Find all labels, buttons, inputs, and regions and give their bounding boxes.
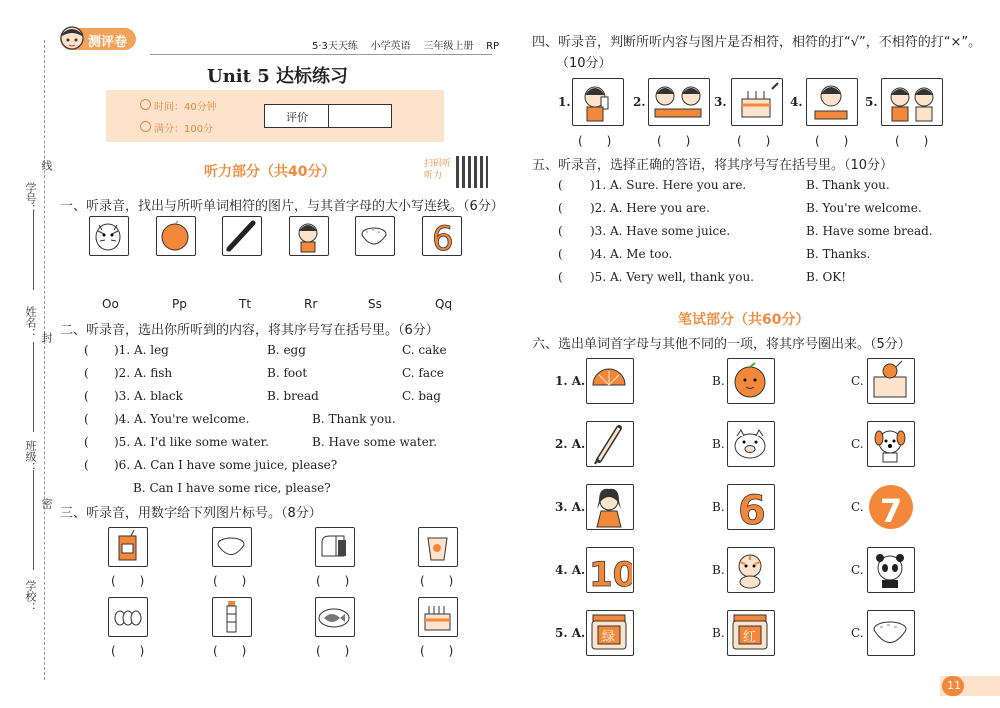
s4-blank-2[interactable]: ( ) xyxy=(657,134,691,148)
qr-code[interactable] xyxy=(456,156,488,188)
s4-blank-1[interactable]: ( ) xyxy=(578,134,612,148)
page-number: 11 xyxy=(947,679,961,692)
number-seven-icon[interactable] xyxy=(867,484,915,530)
s2-open-5: ( xyxy=(84,435,89,449)
s6-row5-c: C. xyxy=(851,626,864,640)
s4-num-2: 2. xyxy=(633,95,646,109)
header-grade: 三年级上册 xyxy=(423,41,474,52)
s3-blank-8[interactable]: ( ) xyxy=(420,644,454,658)
cup-icon xyxy=(418,527,458,567)
s6-row2-a: 2. A. xyxy=(555,437,586,451)
tiger-icon xyxy=(89,216,129,256)
qr-label: 扫码听听力 xyxy=(424,159,452,181)
evaluation-label: 评价 xyxy=(286,111,308,124)
section-4-title: 四、听录音，判断所听内容与图片是否相符，相符的打“√”，不相符的打“×”。 xyxy=(532,35,982,50)
s6-row1-c: C. xyxy=(851,374,864,388)
green-char: 绿 xyxy=(602,630,616,645)
s5-q5-b: B. OK! xyxy=(806,270,847,284)
s2-open-1: ( xyxy=(84,343,89,357)
letter-tt: Tt xyxy=(239,297,252,311)
page-title: Unit 5 达标练习 xyxy=(207,66,348,87)
s2-open-6: ( xyxy=(84,458,89,472)
side-label-class: 班级： xyxy=(24,440,37,473)
s6-row1-b: B. xyxy=(712,374,725,388)
side-label-school: 学校： xyxy=(24,580,37,613)
rice-bowl-icon-2 xyxy=(212,527,252,567)
header-edition: RP xyxy=(486,41,500,52)
s3-blank-2[interactable]: ( ) xyxy=(213,574,247,588)
score-text: 满分：100分 xyxy=(154,124,214,135)
s2-q3-a: )3. A. black xyxy=(114,389,183,403)
girl-drinking-icon xyxy=(572,78,624,126)
s6-row5-b: B. xyxy=(712,626,725,640)
s2-q5-a: )5. A. I'd like some water. xyxy=(114,435,269,449)
orange-fruit-icon[interactable] xyxy=(727,358,775,404)
letter-rr: Rr xyxy=(304,297,318,311)
juice-box-icon xyxy=(108,527,148,567)
s2-q3-c: C. bag xyxy=(402,389,441,403)
s5-q4-a: )4. A. Me too. xyxy=(590,247,673,261)
s6-row5-a: 5. A. xyxy=(555,626,586,640)
water-bottle-icon xyxy=(212,597,252,637)
check-icon xyxy=(140,121,151,132)
s2-q3-b: B. bread xyxy=(267,389,319,403)
header-subject: 小学英语 xyxy=(370,41,411,52)
juice-box-icon-2[interactable] xyxy=(867,358,915,404)
s2-q1-a: )1. A. leg xyxy=(114,343,169,357)
girl-eating-icon xyxy=(806,78,858,126)
s5-q3-b: B. Have some bread. xyxy=(806,224,933,238)
s5-q4-b: B. Thanks. xyxy=(806,247,871,261)
s5-open-4: ( xyxy=(558,247,563,261)
letter-oo: Oo xyxy=(102,297,119,311)
s3-blank-4[interactable]: ( ) xyxy=(420,574,454,588)
s4-num-3: 3. xyxy=(714,95,727,109)
s4-blank-4[interactable]: ( ) xyxy=(815,134,849,148)
dog-icon[interactable] xyxy=(867,421,915,467)
tiger-icon-2[interactable] xyxy=(727,547,775,593)
number-ten-icon[interactable] xyxy=(586,547,634,593)
green-jar-icon[interactable] xyxy=(586,610,634,656)
pen-icon-2[interactable] xyxy=(586,421,634,467)
s3-blank-7[interactable]: ( ) xyxy=(316,644,350,658)
panda-icon[interactable] xyxy=(867,547,915,593)
s5-open-5: ( xyxy=(558,270,563,284)
svg-text:7: 7 xyxy=(880,492,903,530)
s6-row1-a: 1. A. xyxy=(555,374,586,388)
two-girls-icon xyxy=(881,78,943,126)
s6-row2-c: C. xyxy=(851,437,864,451)
number-six-icon xyxy=(422,216,462,256)
s6-row2-b: B. xyxy=(712,437,725,451)
section-2-title: 二、听录音，选出你所听到的内容，将其序号写在括号里。（6分） xyxy=(60,323,439,338)
s2-q6-b: B. Can I have some rice, please? xyxy=(133,481,331,495)
header-series: 5·3天天练 xyxy=(312,41,358,52)
pig-icon[interactable] xyxy=(727,421,775,467)
s5-open-2: ( xyxy=(558,201,563,215)
s4-num-4: 4. xyxy=(790,95,803,109)
s2-q4-b: B. Thank you. xyxy=(312,412,396,426)
red-jar-icon[interactable] xyxy=(727,610,775,656)
s2-q1-c: C. cake xyxy=(402,343,447,357)
side-label-secret: 密 xyxy=(40,498,53,509)
s2-q1-b: B. egg xyxy=(267,343,306,357)
s5-q2-a: )2. A. Here you are. xyxy=(590,201,710,215)
s3-blank-1[interactable]: ( ) xyxy=(111,574,145,588)
side-label-line: 线 xyxy=(40,160,53,171)
side-label-seal: 封 xyxy=(40,332,53,343)
s5-q1-b: B. Thank you. xyxy=(806,178,890,192)
svg-text:6: 6 xyxy=(738,488,766,528)
writing-section-title: 笔试部分（共60分） xyxy=(678,312,810,328)
letter-pp: Pp xyxy=(172,297,187,311)
s5-open-1: ( xyxy=(558,178,563,192)
s2-q4-a: )4. A. You're welcome. xyxy=(114,412,250,426)
section-3-title: 三、听录音，用数字给下列图片标号。（8分） xyxy=(60,506,322,521)
section-1-title: 一、听录音，找出与所听单词相符的图片，与其首字母的大小写连线。（6分） xyxy=(60,199,504,214)
s5-q1-a: )1. A. Sure. Here you are. xyxy=(590,178,747,192)
rice-bowl-icon-3[interactable] xyxy=(867,610,915,656)
s5-open-3: ( xyxy=(558,224,563,238)
fish-plate-icon xyxy=(315,597,355,637)
s5-q5-a: )5. A. Very well, thank you. xyxy=(590,270,754,284)
red-char: 红 xyxy=(743,630,757,645)
orange-icon xyxy=(156,216,196,256)
s3-blank-5[interactable]: ( ) xyxy=(111,644,145,658)
number-six-icon-2[interactable] xyxy=(727,484,775,530)
s2-q2-c: C. face xyxy=(402,366,444,380)
svg-text:6: 6 xyxy=(432,219,454,254)
s2-open-3: ( xyxy=(84,389,89,403)
s4-blank-5[interactable]: ( ) xyxy=(895,134,929,148)
side-label-student-no: 学号： xyxy=(24,182,37,215)
listening-section-title: 听力部分（共40分） xyxy=(204,164,336,180)
s2-q2-a: )2. A. fish xyxy=(114,366,173,380)
clock-icon xyxy=(140,99,151,110)
cake-icon xyxy=(418,597,458,637)
s3-blank-3[interactable]: ( ) xyxy=(316,574,350,588)
eggs-icon xyxy=(108,597,148,637)
s6-row3-b: B. xyxy=(712,500,725,514)
s6-row4-c: C. xyxy=(851,563,864,577)
side-label-name: 姓名： xyxy=(24,306,37,339)
s4-blank-3[interactable]: ( ) xyxy=(737,134,771,148)
s4-num-1: 1. xyxy=(558,95,571,109)
s2-q5-b: B. Have some water. xyxy=(312,435,438,449)
section-4-score: （10分） xyxy=(556,56,612,71)
rice-bowl-icon xyxy=(355,216,395,256)
s3-blank-6[interactable]: ( ) xyxy=(213,644,247,658)
s2-q6-a: )6. A. Can I have some juice, please? xyxy=(114,458,338,472)
s6-row3-a: 3. A. xyxy=(555,500,586,514)
s6-row3-c: C. xyxy=(851,500,864,514)
s5-q2-b: B. You're welcome. xyxy=(806,201,922,215)
badge-text: 测评卷 xyxy=(88,35,128,50)
binding-line xyxy=(44,40,45,680)
s6-row4-a: 4. A. xyxy=(555,563,586,577)
s4-num-5: 5. xyxy=(865,95,878,109)
girl-icon[interactable] xyxy=(586,484,634,530)
s2-open-4: ( xyxy=(84,412,89,426)
robot-girl-icon xyxy=(289,216,329,256)
s2-open-2: ( xyxy=(84,366,89,380)
s5-q3-a: )3. A. Have some juice. xyxy=(590,224,731,238)
time-text: 时间：40分钟 xyxy=(154,102,217,113)
s2-q2-b: B. foot xyxy=(267,366,308,380)
pen-icon xyxy=(222,216,262,256)
bread-icon xyxy=(315,527,355,567)
s6-row4-b: B. xyxy=(712,563,725,577)
section-5-title: 五、听录音，选择正确的答语，将其序号写在括号里。（10分） xyxy=(532,158,894,173)
cake-icon-2 xyxy=(731,78,783,126)
orange-slice-icon[interactable] xyxy=(586,358,634,404)
mascot-icon xyxy=(60,24,84,52)
letter-qq: Qq xyxy=(435,297,453,311)
svg-text:10: 10 xyxy=(589,555,632,591)
section-6-title: 六、选出单词首字母与其他不同的一项，将其序号圈出来。（5分） xyxy=(532,337,911,352)
letter-ss: Ss xyxy=(368,297,382,311)
two-girls-eating-icon xyxy=(648,78,710,126)
